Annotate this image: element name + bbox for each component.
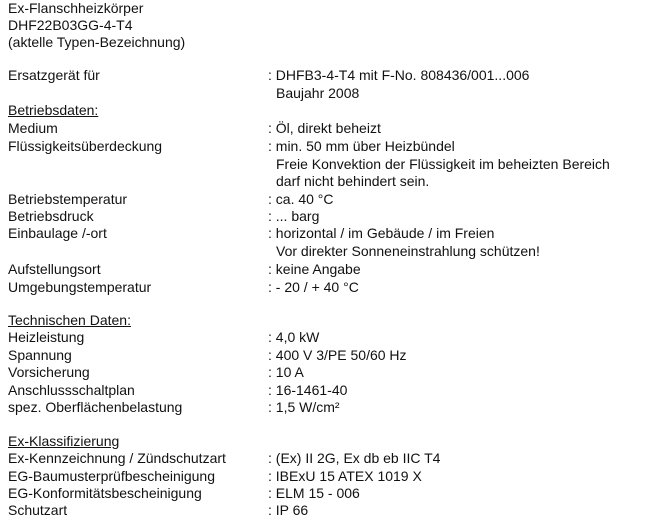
technical-data-heading: Technischen Daten:: [8, 312, 131, 328]
replacement-value: : DHFB3-4-T4 mit F-No. 808436/001...006: [268, 67, 530, 83]
wiring-diagram-label: Anschlussschaltplan: [8, 382, 135, 398]
protection-class-value: : IP 66: [268, 502, 309, 518]
voltage-value: : 400 V 3/PE 50/60 Hz: [268, 347, 407, 363]
coverage-value: : min. 50 mm über Heizbündel: [268, 138, 455, 154]
fuse-value: : 10 A: [268, 364, 304, 380]
eg-type-exam-label: EG-Baumusterprüfbescheinigung: [8, 468, 216, 484]
eg-type-exam-value: : IBExU 15 ATEX 1019 X: [268, 468, 422, 484]
ex-classification-heading: Ex-Klassifizierung: [8, 433, 120, 449]
fuse-label: Vorsicherung: [8, 364, 90, 380]
replacement-year: Baujahr 2008: [276, 85, 360, 101]
ambient-temp-label: Umgebungstemperatur: [8, 279, 152, 295]
protection-class-label: Schutzart: [8, 502, 68, 518]
replacement-label: Ersatzgerät für: [8, 67, 100, 83]
wiring-diagram-value: : 16-1461-40: [268, 382, 348, 398]
coverage-label: Flüssigkeitsüberdeckung: [8, 138, 163, 154]
operating-pressure-label: Betriebsdruck: [8, 208, 94, 224]
coverage-note-2: darf nicht behindert sein.: [276, 173, 430, 189]
eg-conformity-label: EG-Konformitätsbescheinigung: [8, 485, 202, 501]
product-title: Ex-Flanschheizkörper: [8, 0, 144, 16]
site-label: Aufstellungsort: [8, 261, 101, 277]
product-type-note: (aktelle Typen-Bezeichnung): [8, 34, 186, 50]
voltage-label: Spannung: [8, 347, 72, 363]
surface-load-value: : 1,5 W/cm²: [268, 399, 340, 415]
installation-warning: Vor direkter Sonneneinstrahlung schützen!: [276, 243, 540, 259]
coverage-note-1: Freie Konvektion der Flüssigkeit im beheizten Bereich: [276, 156, 610, 172]
medium-value: : Öl, direkt beheizt: [268, 120, 381, 136]
product-type-code: DHF22B03GG-4-T4: [8, 17, 133, 33]
eg-conformity-value: : ELM 15 - 006: [268, 485, 360, 501]
ambient-temp-value: : - 20 / + 40 °C: [268, 279, 359, 295]
heating-power-value: : 4,0 kW: [268, 329, 320, 345]
heating-power-label: Heizleistung: [8, 329, 85, 345]
operating-data-heading: Betriebsdaten:: [8, 102, 99, 118]
installation-value: : horizontal / im Gebäude / im Freien: [268, 225, 495, 241]
ex-marking-label: Ex-Kennzeichnung / Zündschutzart: [8, 450, 226, 466]
installation-label: Einbaulage /-ort: [8, 225, 107, 241]
medium-label: Medium: [8, 120, 58, 136]
operating-temp-label: Betriebstemperatur: [8, 191, 128, 207]
ex-marking-value: : (Ex) II 2G, Ex db eb IIC T4: [268, 450, 441, 466]
site-value: : keine Angabe: [268, 261, 361, 277]
operating-pressure-value: : ... barg: [268, 208, 320, 224]
operating-temp-value: : ca. 40 °C: [268, 191, 334, 207]
surface-load-label: spez. Oberflächenbelastung: [8, 399, 183, 415]
